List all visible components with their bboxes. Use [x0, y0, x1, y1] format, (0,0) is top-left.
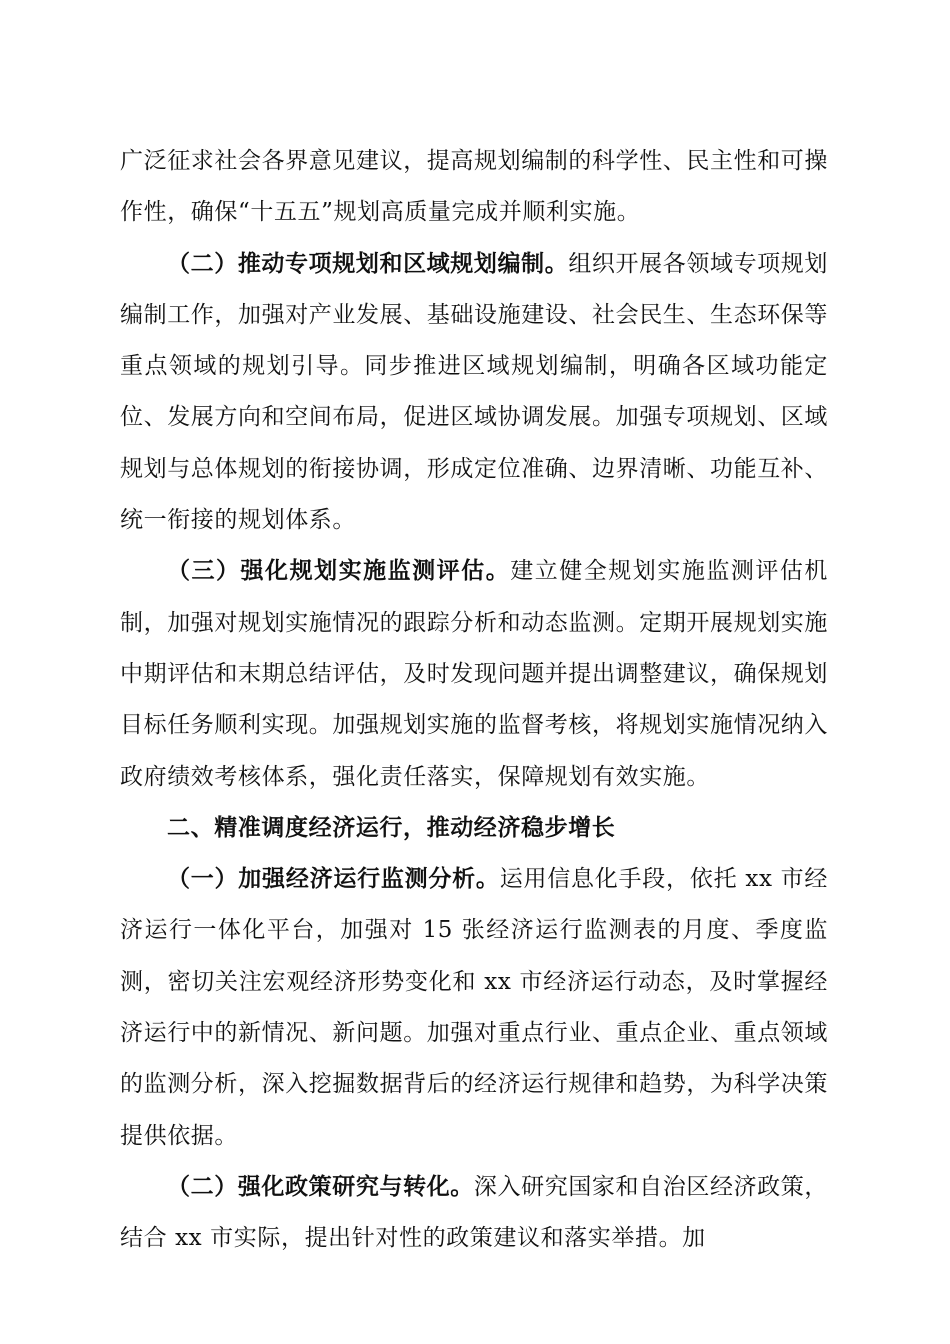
paragraph-monitoring-evaluation	[120, 546, 828, 802]
paragraph-policy-research	[120, 1162, 828, 1265]
paragraph-special-planning	[120, 239, 828, 547]
paragraph-lead: （一）加强经济运行监测分析。	[167, 866, 500, 893]
paragraph-text: 广泛征求社会各界意见建议，提高规划编制的科学性、民主性和可操作性，确保“十五五”规划高质量完成并顺利实施。	[120, 148, 828, 226]
paragraph-lead: （三）强化规划实施监测评估。	[167, 558, 511, 585]
paragraph-lead: （二）强化政策研究与转化。	[167, 1173, 474, 1200]
section-heading: 二、精准调度经济运行，推动经济稳步增长	[167, 814, 616, 841]
paragraph-text: 运用信息化手段，依托 xx 市经济运行一体化平台，加强对 15 张经济运行监测表的月度、季度监测，密切关注宏观经济形势变化和 xx 市经济运行动态，及时掌握经济运行中的新情况、新问题。加强对重点行业、重点企业、重点领域的监测分析，深入挖掘数据背后的经济运行规律和趋势，为科学决策提供依据。	[120, 866, 828, 1149]
paragraph-text: 建立健全规划实施监测评估机制，加强对规划实施情况的跟踪分析和动态监测。定期开展规划实施中期评估和末期总结评估，及时发现问题并提出调整建议，确保规划目标任务顺利实现。加强规划实施的监督考核，将规划实施情况纳入政府绩效考核体系，强化责任落实，保障规划有效实施。	[120, 558, 828, 790]
paragraph-lead: （二）推动专项规划和区域规划编制。	[167, 250, 569, 277]
paragraph-continuation	[120, 136, 828, 239]
paragraph-text: 组织开展各领域专项规划编制工作，加强对产业发展、基础设施建设、社会民生、生态环保等重点领域的规划引导。同步推进区域规划编制，明确各区域功能定位、发展方向和空间布局，促进区域协调发展。加强专项规划、区域规划与总体规划的衔接协调，形成定位准确、边界清晰、功能互补、统一衔接的规划体系。	[120, 250, 828, 534]
paragraph-text: 深入研究国家和自治区经济政策，结合 xx 市实际，提出针对性的政策建议和落实举措。加	[120, 1173, 828, 1252]
document-body	[120, 136, 828, 1265]
paragraph-economic-monitoring	[120, 854, 828, 1162]
